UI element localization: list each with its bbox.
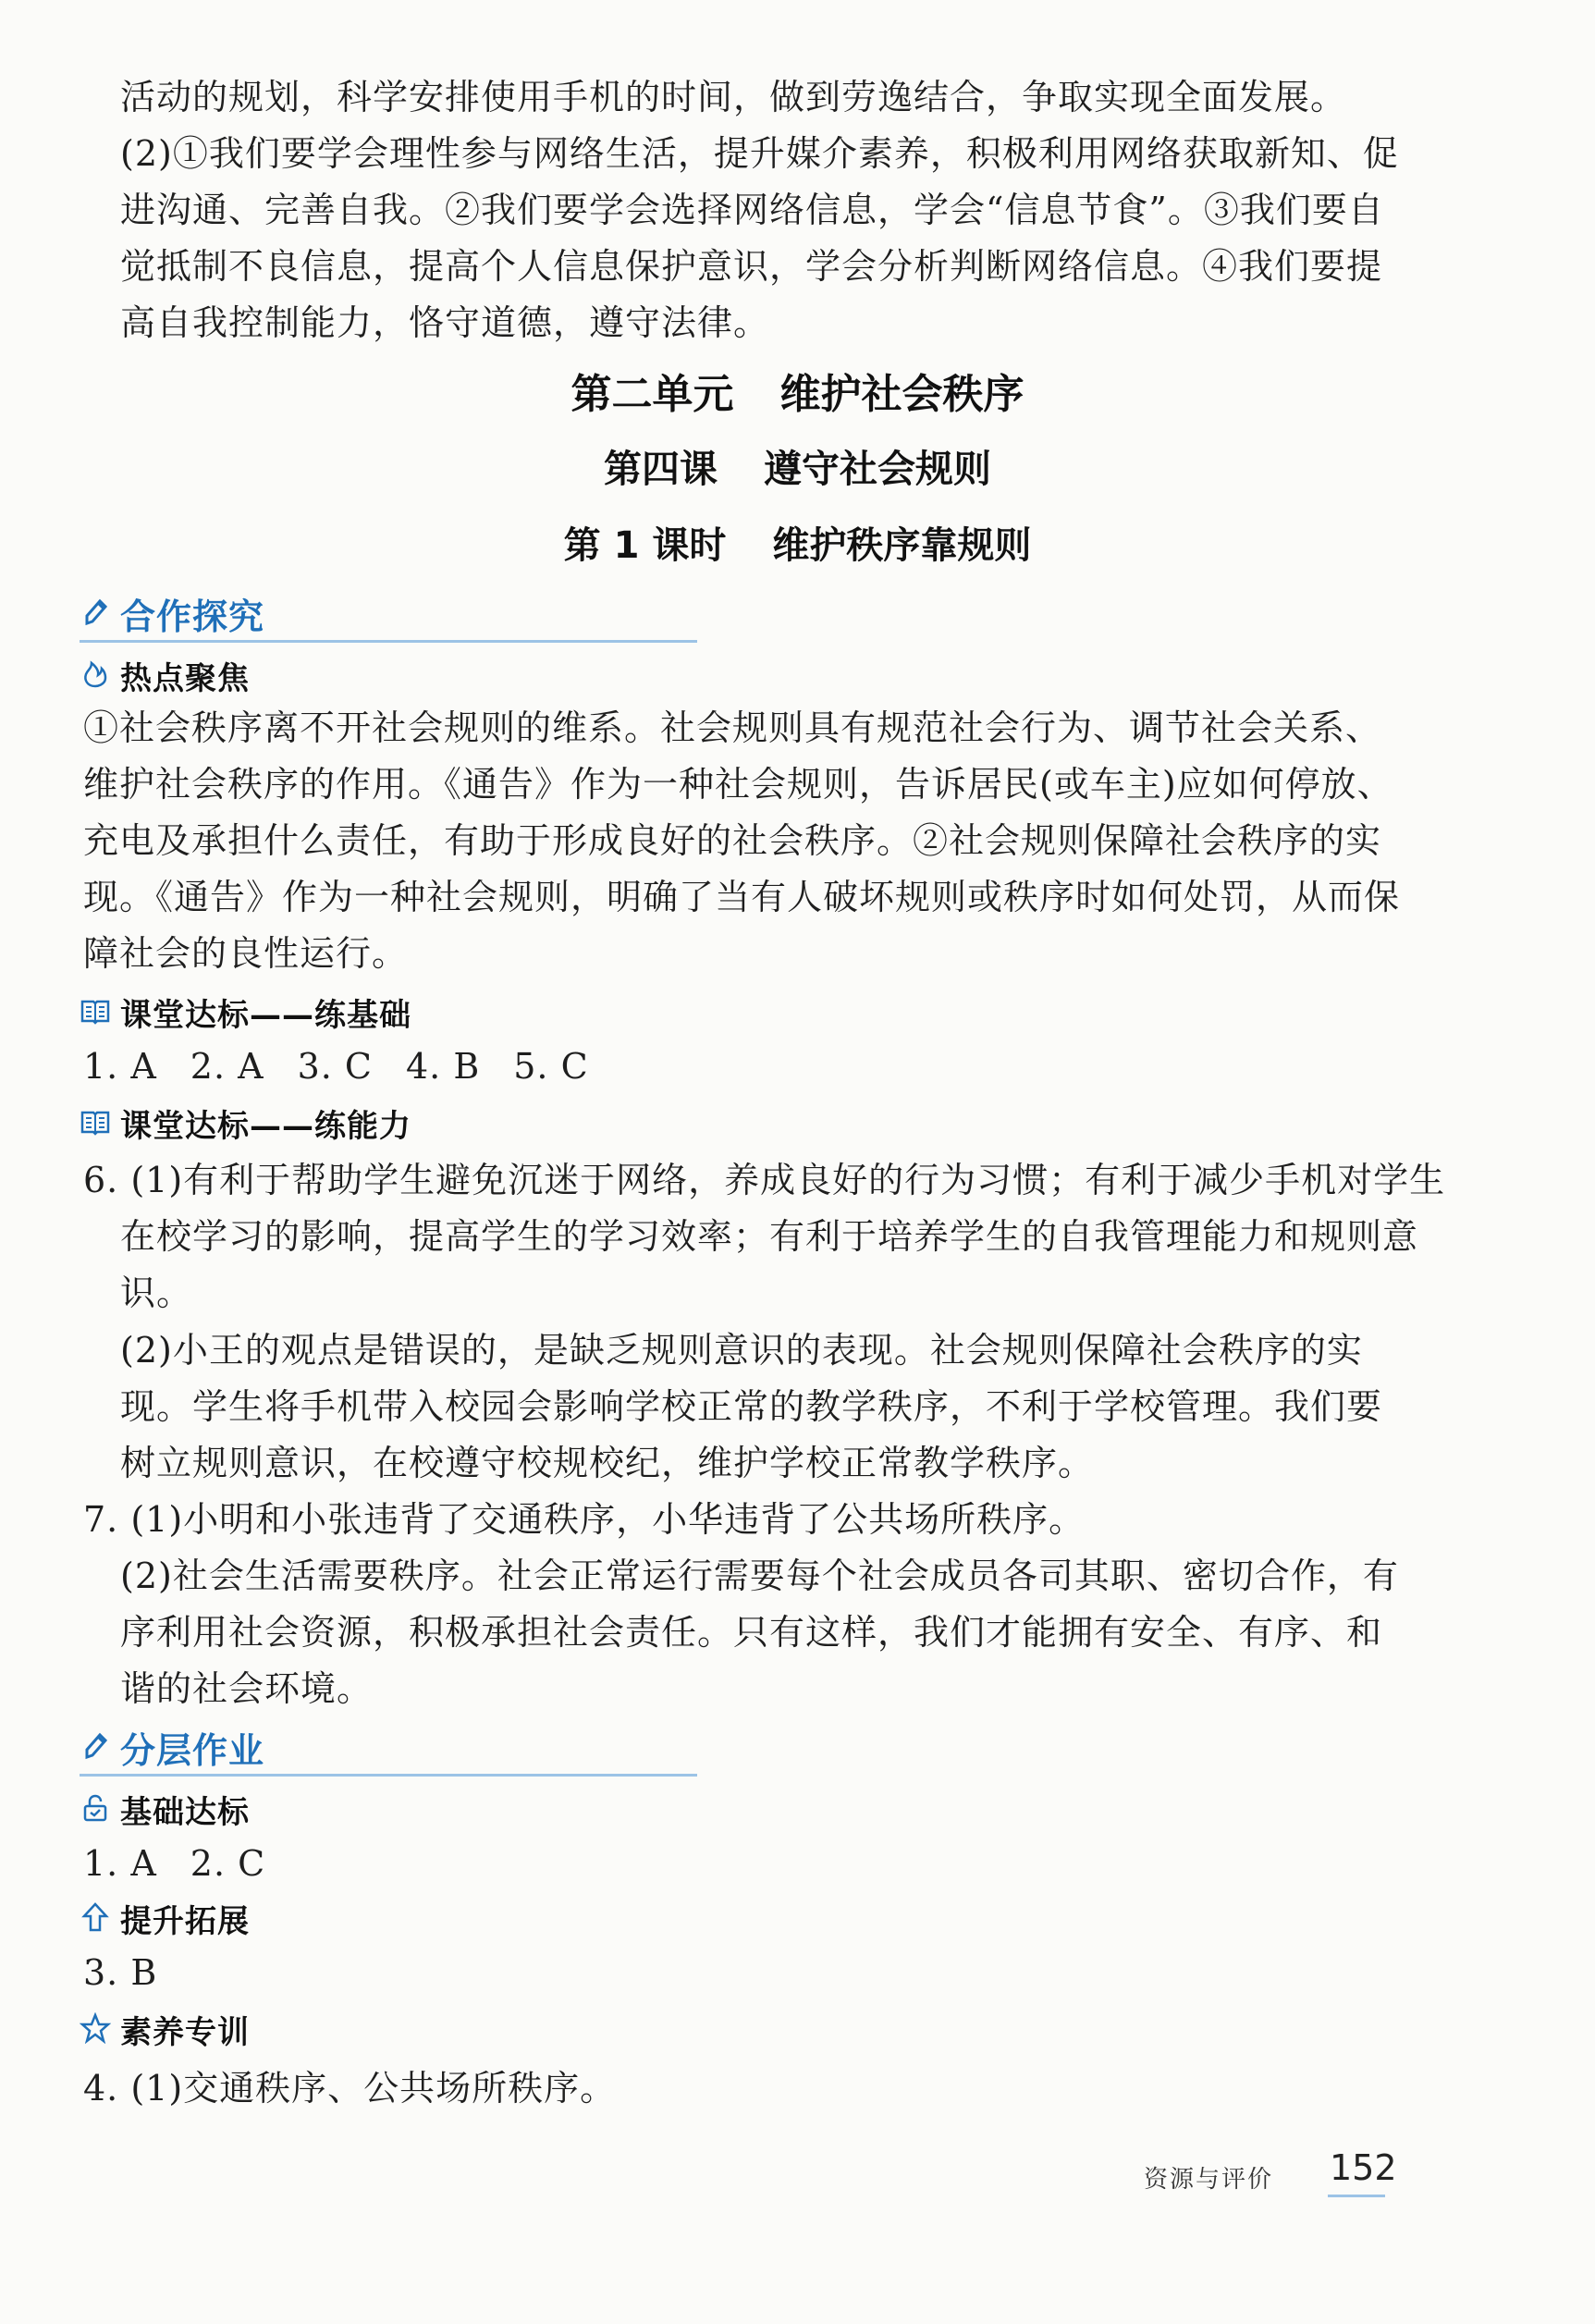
answer-q6-part2: (2)小王的观点是错误的，是缺乏规则意识的表现。社会规则保障社会秩序的实现。学生将手机带入校园会影响学校正常的教学秩序，不利于学校管理。我们要树立规则意识，在校遵守校规校纪，维护学校正常教学秩序。 — [120, 1330, 1383, 1483]
basic-standard-answers — [83, 1840, 299, 1887]
answer-item: 3. C — [297, 1046, 373, 1087]
subheading-label: 课堂达标——练基础 — [120, 997, 411, 1034]
section-cooperative-inquiry — [80, 586, 697, 643]
section-title: 分层作业 — [120, 1730, 265, 1771]
footer-label: 资源与评价 — [1144, 2166, 1274, 2194]
unit-name: 维护社会秩序 — [779, 371, 1024, 418]
basic-answers — [83, 1043, 622, 1089]
paragraph-2: (2)①我们要学会理性参与网络生活，提升媒介素养，积极利用网络获取新知、促进沟通、完善自我。②我们要学会选择网络信息，学会“信息节食”。③我们要自觉抵制不良信息，提高个人信息保护意识，学会分析判断网络信息。④我们要提高自我控制能力，恪守道德，遵守法律。 — [120, 133, 1399, 343]
answer-item: 4. B — [405, 1046, 481, 1087]
answer-q7-part2: (2)社会生活需要秩序。社会正常运行需要每个社会成员各司其职、密切合作，有序利用社会资源，积极承担社会责任。只有这样，我们才能拥有安全、有序、和谐的社会环境。 — [120, 1555, 1399, 1709]
hot-focus-text: ①社会秩序离不开社会规则的维系。社会规则具有规范社会行为、调节社会关系、维护社会秩序的作用。《通告》作为一种社会规则，告诉居民(或车主)应如何停放、充电及承担什么责任，有助于形成良好的社会秩序。②社会规则保障社会秩序的实现。《通告》作为一种社会规则，明确了当有人破坏规则或秩序时如何处罚，从而保障社会的良性运行。 — [83, 707, 1401, 974]
answer-item: 2. A — [190, 1046, 264, 1087]
page-number-underline — [1328, 2195, 1385, 2197]
period-name: 维护秩序靠规则 — [772, 524, 1032, 567]
arrow-up-icon — [80, 1901, 111, 1933]
pencil-icon — [83, 596, 111, 627]
continued-paragraph: 活动的规划，科学安排使用手机的时间，做到劳逸结合，争取实现全面发展。 — [120, 77, 1347, 117]
subheading-label: 基础达标 — [120, 1794, 250, 1831]
extend-answers — [83, 1949, 190, 1996]
subheading-label: 素养专训 — [120, 2014, 250, 2051]
book-icon — [80, 995, 111, 1027]
answer-item: 5. C — [513, 1046, 589, 1087]
section-title: 合作探究 — [120, 596, 265, 637]
lesson-name: 遵守社会规则 — [764, 447, 991, 491]
lesson-number: 第四课 — [604, 447, 718, 491]
subheading-label: 提升拓展 — [120, 1903, 250, 1940]
period-number: 第 1 课时 — [563, 524, 727, 567]
period-title — [0, 516, 1595, 569]
literacy-answer: 4. (1)交通秩序、公共场所秩序。 — [83, 2068, 617, 2109]
answer-q6-part1: 6. (1)有利于帮助学生避免沉迷于网络，养成良好的行为习惯；有利于减少手机对学生在校学习的影响，提高学生的学习效率；有利于培养学生的自我管理能力和规则意识。 — [83, 1160, 1446, 1313]
unit-number: 第二单元 — [571, 371, 734, 418]
subheading-label: 热点聚焦 — [120, 660, 250, 697]
answer-item: 2. C — [190, 1843, 266, 1884]
book-icon — [80, 1106, 111, 1137]
answer-item: 1. A — [83, 1046, 157, 1087]
star-icon — [80, 2012, 111, 2044]
section-layered-homework — [80, 1720, 697, 1777]
lock-icon — [80, 1792, 111, 1824]
answer-item: 3. B — [83, 1952, 158, 1993]
page-number: 152 — [1330, 2147, 1397, 2188]
lesson-title — [0, 438, 1595, 493]
subheading-label: 课堂达标——练能力 — [120, 1108, 411, 1145]
answer-q7-part1: 7. (1)小明和小张违背了交通秩序，小华违背了公共场所秩序。 — [83, 1499, 1086, 1540]
pencil-icon — [83, 1729, 111, 1761]
flame-icon — [80, 658, 111, 690]
unit-title — [0, 361, 1595, 420]
answer-item: 1. A — [83, 1843, 157, 1884]
